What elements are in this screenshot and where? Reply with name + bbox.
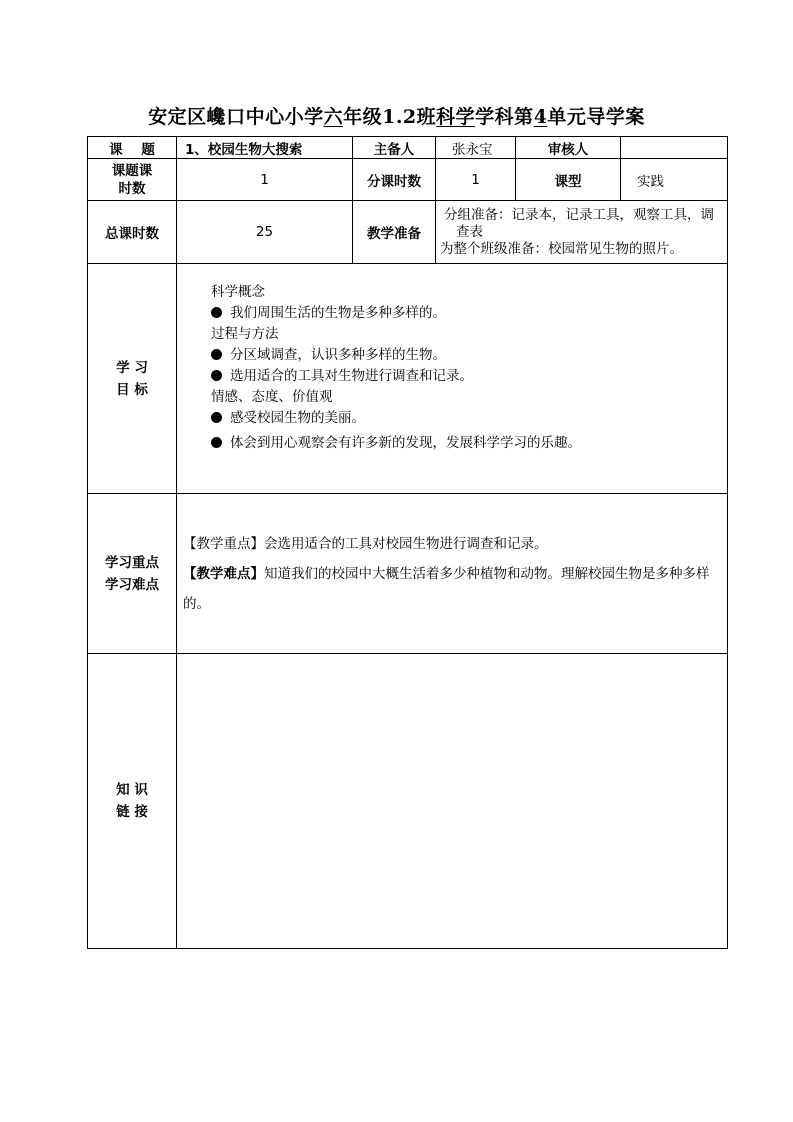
school-name: 安定区巉口中心小学	[148, 106, 324, 128]
keypoints-label-line1: 学习重点	[105, 554, 159, 571]
lesson-type-value: 实践	[621, 159, 728, 201]
objectives-label	[88, 264, 177, 494]
title-tail: 单元导学案	[547, 106, 645, 128]
knowledge-label-line2: 链 接	[116, 804, 148, 820]
teaching-difficulty-text: 知道我们的校园中大概生活着多少种植物和动物。理解校园生物是多种多样的。	[183, 565, 710, 612]
lesson-hours-label	[88, 159, 177, 201]
objective-item: 感受校园生物的美丽。	[211, 408, 727, 429]
reviewer-label: 审核人	[516, 137, 621, 159]
objective-item: 我们周围生活的生物是多种多样的。	[211, 303, 727, 324]
grade-number: 六	[323, 106, 344, 128]
preparer-label: 主备人	[353, 137, 436, 159]
bullet-icon	[211, 349, 222, 360]
objective-heading-concept: 科学概念	[211, 284, 265, 300]
teaching-focus-text: 会选用适合的工具对校园生物进行调查和记录。	[264, 535, 548, 552]
objective-item: 体会到用心观察会有许多新的发现，发展科学学习的乐趣。	[211, 433, 727, 454]
knowledge-label	[88, 654, 177, 949]
prep-line-1: 分组准备：记录本，记录工具，观察工具，调	[444, 206, 714, 223]
row-topic	[88, 137, 728, 159]
prep-line-2: 查表	[456, 223, 483, 240]
bullet-icon	[211, 437, 222, 448]
keypoints-label-line2: 学习难点	[105, 576, 159, 593]
teaching-difficulty-tag: 【教学难点】	[183, 565, 264, 582]
topic-value: 1、校园生物大搜索	[177, 137, 353, 159]
split-hours-label: 分课时数	[353, 159, 436, 201]
topic-label: 课 题	[88, 137, 177, 159]
objective-item: 分区域调查，认识多种多样的生物。	[211, 345, 727, 366]
objectives-label-line1: 学 习	[116, 359, 148, 376]
unit-number: 4	[533, 106, 548, 128]
teaching-prep-value	[436, 201, 728, 264]
teaching-difficulty	[183, 559, 721, 619]
reviewer-value	[621, 137, 728, 159]
lesson-type-label: 课型	[516, 159, 621, 201]
lesson-hours-value: 1	[177, 159, 353, 201]
total-hours-label: 总课时数	[88, 201, 177, 264]
preparer-value: 张永宝	[436, 137, 516, 159]
subject-name: 科学	[436, 106, 476, 128]
bullet-icon	[211, 307, 222, 318]
keypoints-label	[88, 494, 177, 654]
knowledge-content	[177, 654, 728, 949]
objective-heading-attitude: 情感、态度、价值观	[211, 389, 333, 405]
row-objectives	[88, 264, 728, 494]
lesson-plan-table	[87, 136, 728, 949]
objectives-label-line2: 目 标	[116, 381, 148, 398]
teaching-focus	[183, 529, 721, 559]
teaching-prep-label: 教学准备	[353, 201, 436, 264]
lesson-hours-label-line1: 课题课	[111, 162, 153, 179]
keypoints-content	[177, 494, 728, 654]
objective-heading-process: 过程与方法	[211, 326, 279, 342]
total-hours-value: 25	[177, 201, 353, 264]
objective-item: 选用适合的工具对生物进行调查和记录。	[211, 366, 727, 387]
page-title	[0, 102, 793, 129]
row-total	[88, 201, 728, 264]
row-keypoints	[88, 494, 728, 654]
objectives-content	[177, 264, 728, 494]
prep-line-3: 为整个班级准备：校园常见生物的照片。	[440, 240, 683, 257]
row-hours	[88, 159, 728, 201]
split-hours-value: 1	[436, 159, 516, 201]
knowledge-label-line1: 知 识	[116, 782, 148, 798]
bullet-icon	[211, 412, 222, 423]
teaching-focus-tag: 【教学重点】	[183, 535, 264, 552]
grade-class: 年级1.2班	[343, 106, 437, 128]
lesson-hours-label-line2: 时数	[118, 180, 146, 197]
bullet-icon	[211, 370, 222, 381]
row-knowledge	[88, 654, 728, 949]
subject-middle: 学科第	[475, 106, 534, 128]
